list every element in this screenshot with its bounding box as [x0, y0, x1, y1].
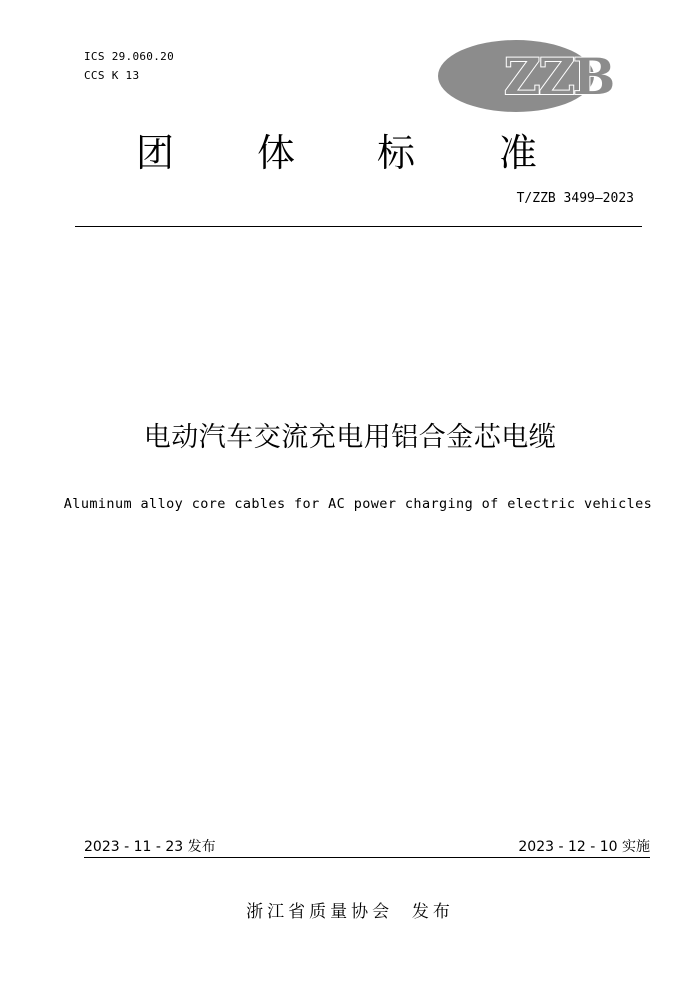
ccs-code: CCS K 13 — [84, 69, 140, 82]
ics-code: ICS 29.060.20 — [84, 50, 174, 63]
main-title — [0, 125, 700, 181]
implementation-date: 2023 - 12 - 10 实施 — [518, 839, 650, 855]
zzb-logo — [436, 36, 632, 116]
main-title-char-3: 标 — [377, 131, 416, 175]
publisher: 浙江省质量协会 发布 — [246, 902, 454, 922]
header-divider — [75, 226, 642, 227]
document-title-cn: 电动汽车交流充电用铝合金芯电缆 — [143, 422, 557, 453]
standard-number: T/ZZB 3499—2023 — [516, 191, 634, 206]
main-title-char-2: 体 — [257, 131, 296, 175]
issue-date: 2023 - 11 - 23 发布 — [84, 839, 216, 855]
footer-divider — [84, 857, 650, 858]
main-title-char-4: 准 — [499, 131, 538, 175]
classification-codes — [84, 47, 174, 85]
main-title-char-1: 团 — [136, 131, 175, 175]
logo-text: ZZB — [504, 47, 614, 106]
document-title-en: Aluminum alloy core cables for AC power charging of electric vehicles — [63, 496, 653, 512]
